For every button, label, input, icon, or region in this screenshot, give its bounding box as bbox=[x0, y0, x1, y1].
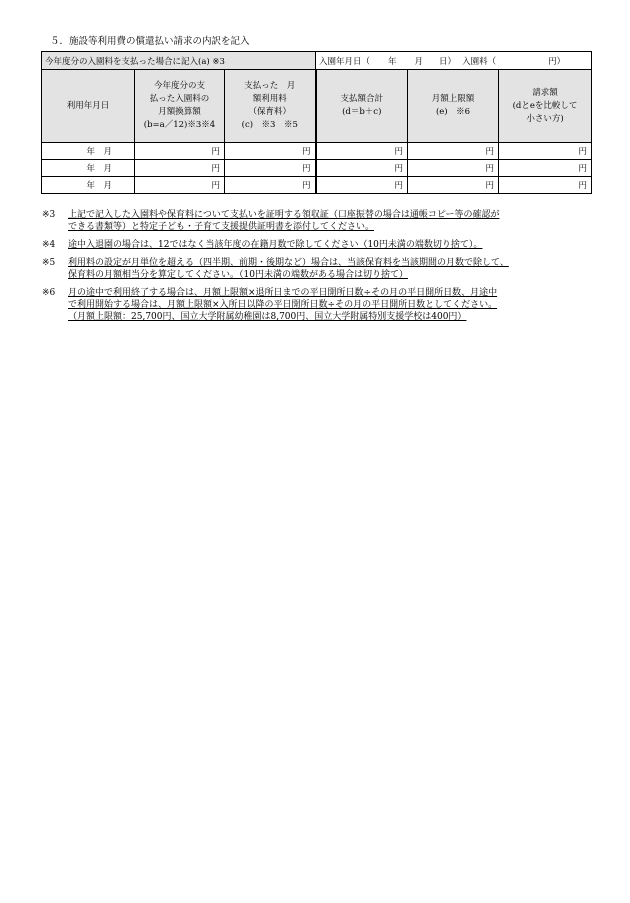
note-mark: ※5 bbox=[42, 258, 56, 268]
reimbursement-table bbox=[41, 51, 592, 194]
entrance-date-label: 入園年月日（ bbox=[319, 56, 371, 67]
table-top-row bbox=[42, 52, 592, 70]
amount-cell[interactable]: 円 bbox=[135, 143, 225, 160]
table-row bbox=[42, 177, 592, 194]
day-label: 日） bbox=[439, 56, 457, 67]
note-text: 利用料の設定が月単位を超える（四半期、前期・後期など）場合は、当該保育料を当該期間の月数で除して、 保育料の月額相当分を算定してください。（10円未満の端数がある場合は切り捨て） bbox=[68, 258, 509, 280]
section-title: ５．施設等利用費の償還払い請求の内訳を記入 bbox=[50, 36, 250, 47]
amount-cell[interactable]: 円 bbox=[499, 177, 592, 194]
note-mark: ※4 bbox=[42, 240, 56, 250]
table-row bbox=[42, 160, 592, 177]
usage-month-cell[interactable]: 年 月 bbox=[42, 143, 135, 160]
amount-cell[interactable]: 円 bbox=[408, 143, 499, 160]
amount-cell[interactable]: 円 bbox=[225, 160, 316, 177]
note-text: 途中入退園の場合は、12ではなく当該年度の在籍月数で除してください（10円未満の端数切り捨て）。 bbox=[68, 240, 483, 250]
amount-cell[interactable]: 円 bbox=[135, 160, 225, 177]
note-mark: ※3 bbox=[42, 210, 56, 220]
note-4 bbox=[42, 239, 602, 251]
amount-cell[interactable]: 円 bbox=[499, 160, 592, 177]
header-monthly-entrance-fee: 今年度分の支 払った入園料の 月額換算額 (b=a／12)※3※4 bbox=[135, 70, 225, 143]
note-6 bbox=[42, 287, 602, 323]
amount-cell[interactable]: 円 bbox=[225, 177, 316, 194]
table-row bbox=[42, 143, 592, 160]
entrance-fee-instruction: 今年度分の入園料を支払った場合に記入(a) ※3 bbox=[42, 52, 316, 70]
header-usage-date: 利用年月日 bbox=[42, 70, 135, 143]
table-header-row bbox=[42, 70, 592, 143]
header-monthly-childcare-fee: 支払った 月 額利用料 （保育料） (c) ※3 ※5 bbox=[225, 70, 316, 143]
amount-cell[interactable]: 円 bbox=[408, 160, 499, 177]
note-text: 月の途中で利用終了する場合は、月額上限額×退所日までの平日開所日数÷その月の平日開所日数、月途中 で利用開始する場合は、月額上限額×入所日以降の平日開所日数÷その月の平日開所日数としてください。 （月額上限額：25,700円、国立大学附属幼稚園は8,700円、国立大学附属特別支援学校は400円） bbox=[68, 288, 498, 322]
amount-cell[interactable]: 円 bbox=[316, 160, 408, 177]
yen-close-label: 円） bbox=[548, 56, 566, 67]
header-claim-amount: 請求額 (dとeを比較して 小さい方) bbox=[499, 70, 592, 143]
amount-cell[interactable]: 円 bbox=[316, 143, 408, 160]
usage-month-cell[interactable]: 年 月 bbox=[42, 160, 135, 177]
note-3 bbox=[42, 209, 602, 233]
note-5 bbox=[42, 257, 602, 281]
note-text: 上記で記入した入園料や保育料について支払いを証明する領収証（口座振替の場合は通帳コピー等の確認が できる書類等）と特定子ども・子育て支援提供証明書を添付してください。 bbox=[68, 210, 500, 232]
amount-cell[interactable]: 円 bbox=[499, 143, 592, 160]
amount-cell[interactable]: 円 bbox=[225, 143, 316, 160]
entrance-fee-label: 入園料（ bbox=[462, 56, 497, 67]
footnotes bbox=[42, 209, 602, 329]
amount-cell[interactable]: 円 bbox=[408, 177, 499, 194]
amount-cell[interactable]: 円 bbox=[135, 177, 225, 194]
amount-cell[interactable]: 円 bbox=[316, 177, 408, 194]
header-monthly-limit: 月額上限額 (e) ※6 bbox=[408, 70, 499, 143]
note-mark: ※6 bbox=[42, 288, 56, 298]
usage-month-cell[interactable]: 年 月 bbox=[42, 177, 135, 194]
month-label: 月 bbox=[414, 56, 424, 67]
year-label: 年 bbox=[388, 56, 397, 67]
header-total-paid: 支払額合計 (d＝b＋c) bbox=[316, 70, 408, 143]
entrance-date-fee-cell[interactable] bbox=[316, 52, 592, 70]
